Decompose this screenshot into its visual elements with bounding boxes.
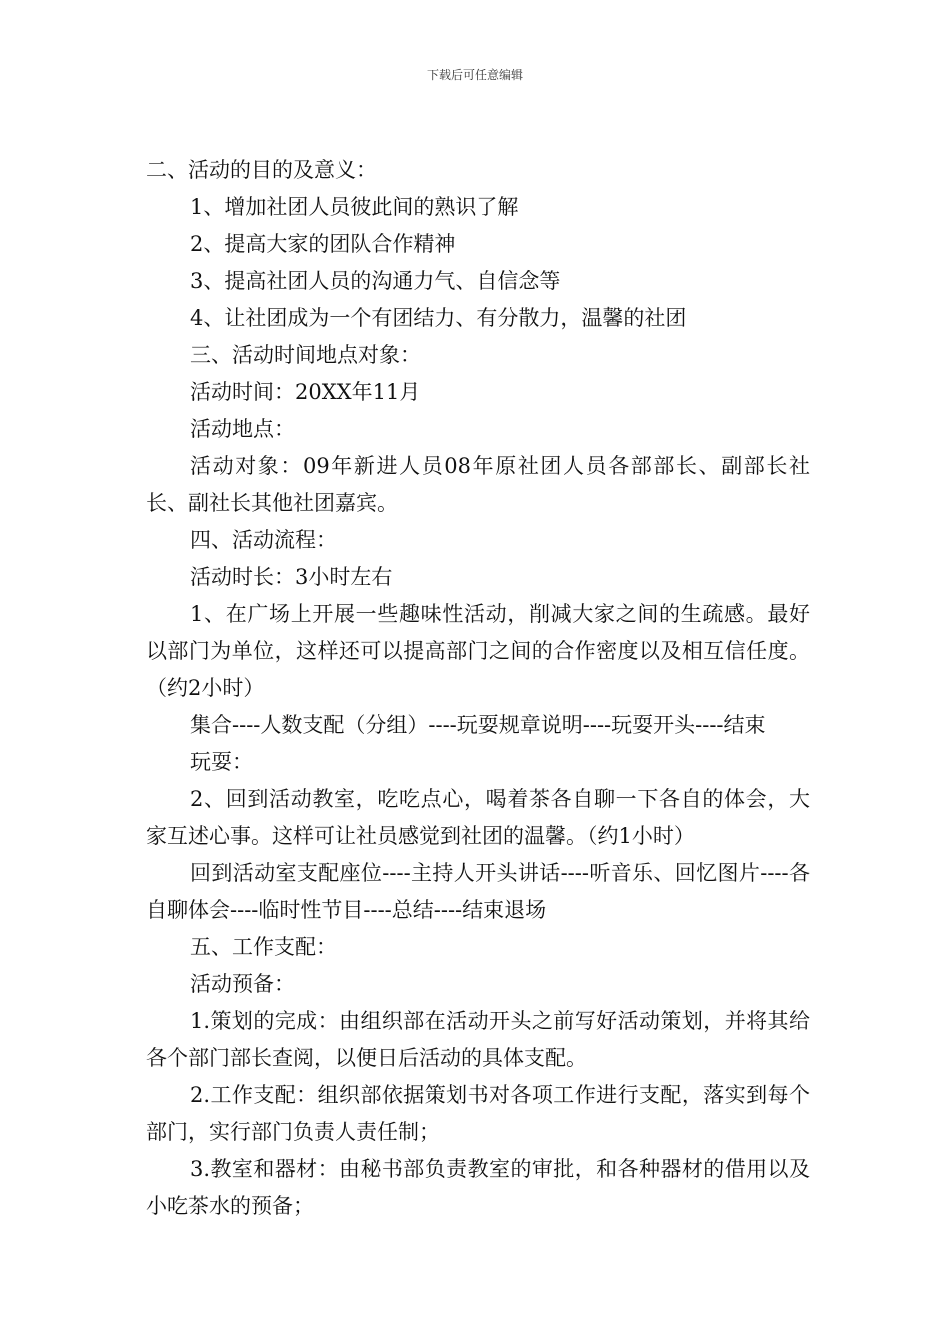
page-header: 下载后可任意编辑: [426, 68, 523, 82]
flow-step-1: 1、在广场上开展一些趣味性活动，削减大家之间的生疏感。最好以部门为单位，这样还可以提高部门之间的合作密度以及相互信任度。（约2小时）: [146, 602, 810, 700]
section-heading-5: 五、工作支配：: [190, 935, 337, 959]
list-item: 4、让社团成为一个有团结力、有分散力，温馨的社团: [190, 306, 687, 330]
section-heading-2: 二、活动的目的及意义：: [146, 158, 377, 182]
prep-item-3: 3.教室和器材：由秘书部负责教室的审批，和各种器材的借用以及小吃茶水的预备；: [146, 1157, 810, 1218]
flow-step-1-sequence: 集合----人数支配（分组）----玩耍规章说明----玩耍开头----结束: [190, 713, 766, 737]
game-label: 玩耍：: [190, 750, 253, 774]
list-item: 1、增加社团人员彼此间的熟识了解: [190, 195, 519, 219]
prep-item-1: 1.策划的完成：由组织部在活动开头之前写好活动策划，并将其给各个部门部长查阅，以便日后活动的具体支配。: [146, 1009, 810, 1070]
document-body: [146, 152, 810, 1225]
flow-step-2: 2、回到活动教室，吃吃点心，喝着茶各自聊一下各自的体会，大家互述心事。这样可让社员感觉到社团的温馨。（约1小时）: [146, 787, 810, 848]
activity-target: 活动对象：09年新进人员08年原社团人员各部部长、副部长社长、副社长其他社团嘉宾。: [146, 454, 810, 515]
prep-item-2: 2.工作支配：组织部依据策划书对各项工作进行支配，落实到每个部门，实行部门负责人责任制；: [146, 1083, 810, 1144]
section-heading-4: 四、活动流程：: [190, 528, 337, 552]
section-heading-3: 三、活动时间地点对象：: [190, 343, 421, 367]
flow-step-2-sequence: 回到活动室支配座位----主持人开头讲话----听音乐、回忆图片----各自聊体会----临时性节目----总结----结束退场: [146, 861, 810, 922]
activity-duration: 活动时长：3小时左右: [190, 565, 393, 589]
activity-time: 活动时间：20XX年11月: [190, 380, 421, 404]
preparation-label: 活动预备：: [190, 972, 295, 996]
list-item: 2、提高大家的团队合作精神: [190, 232, 456, 256]
list-item: 3、提高社团人员的沟通力气、自信念等: [190, 269, 561, 293]
activity-location: 活动地点：: [190, 417, 295, 441]
